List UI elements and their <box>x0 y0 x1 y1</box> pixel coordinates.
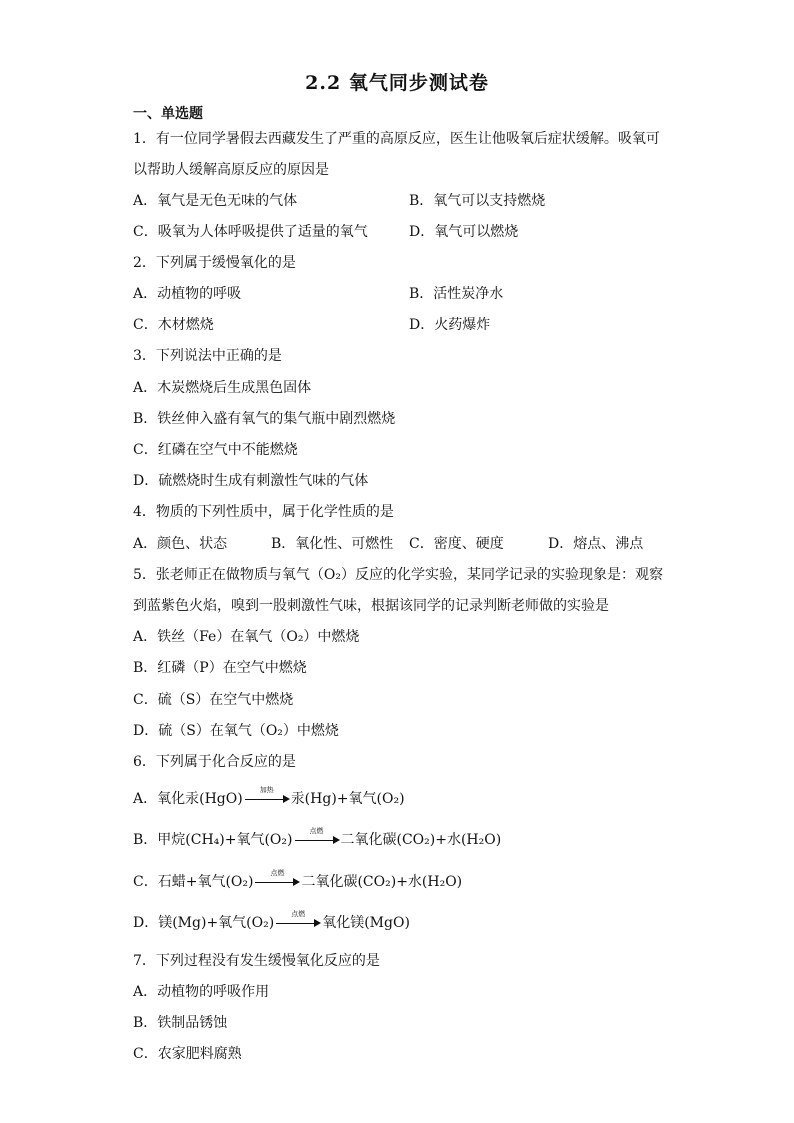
q6-b-condition: 点燃 <box>309 827 324 835</box>
q1-option-b: B．氧气可以支持燃烧 <box>409 193 546 209</box>
q1-option-d: D．氧气可以燃烧 <box>409 224 519 240</box>
q3-stem: 3．下列说法中正确的是 <box>133 348 282 364</box>
q3-option-c: C．红磷在空气中不能燃烧 <box>133 442 298 458</box>
q2-option-d: D．火药爆炸 <box>409 317 491 333</box>
reaction-arrow-icon <box>244 786 290 806</box>
q6-b-reactants: B．甲烷(CH₄)+氧气(O₂) <box>133 832 293 848</box>
q6-b-products: 二氧化碳(CO₂)+水(H₂O) <box>340 832 502 848</box>
reaction-arrow-icon <box>294 827 340 847</box>
q4-option-d: D．熔点、沸点 <box>548 536 644 552</box>
q1-option-a: A．氧气是无色无味的气体 <box>133 193 298 209</box>
q5-option-d: D．硫（S）在氧气（O₂）中燃烧 <box>133 723 339 739</box>
q6-c-products: 二氧化碳(CO₂)+水(H₂O) <box>301 874 463 890</box>
q4-option-c: C．密度、硬度 <box>409 536 504 552</box>
q7-option-c: C．农家肥料腐熟 <box>133 1046 242 1062</box>
q6-option-d <box>133 910 410 933</box>
q5-stem-line1: 5．张老师正在做物质与氧气（O₂）反应的化学实验，某同学记录的实验现象是：观察 <box>133 567 663 583</box>
q6-c-reactants: C．石蜡+氧气(O₂) <box>133 874 254 890</box>
q4-option-a: A．颜色、状态 <box>133 536 228 552</box>
q6-option-b <box>133 827 502 850</box>
page-title: 2.2 氧气同步测试卷 <box>305 72 489 94</box>
q7-option-b: B．铁制品锈蚀 <box>133 1015 228 1031</box>
q2-option-b: B．活性炭净水 <box>409 286 504 302</box>
q3-option-b: B．铁丝伸入盛有氧气的集气瓶中剧烈燃烧 <box>133 411 396 427</box>
q7-stem: 7．下列过程没有发生缓慢氧化反应的是 <box>133 953 380 969</box>
q4-stem: 4．物质的下列性质中，属于化学性质的是 <box>133 504 394 520</box>
q6-a-condition: 加热 <box>259 786 274 794</box>
q6-option-a <box>133 786 405 809</box>
q2-option-a: A．动植物的呼吸 <box>133 286 242 302</box>
q5-option-b: B．红磷（P）在空气中燃烧 <box>133 660 307 676</box>
q5-stem-line2: 到蓝紫色火焰，嗅到一股刺激性气味，根据该同学的记录判断老师做的实验是 <box>133 598 609 614</box>
q6-d-condition: 点燃 <box>291 910 306 918</box>
q6-d-reactants: D．镁(Mg)+氧气(O₂) <box>133 915 275 931</box>
q6-a-products: 汞(Hg)+氧气(O₂) <box>290 791 405 807</box>
q3-option-a: A．木炭燃烧后生成黑色固体 <box>133 380 312 396</box>
q6-d-products: 氧化镁(MgO) <box>322 915 410 931</box>
q6-a-reactants: A．氧化汞(HgO) <box>133 791 243 807</box>
section-heading: 一、单选题 <box>133 106 203 122</box>
q7-option-a: A．动植物的呼吸作用 <box>133 984 270 1000</box>
q2-stem: 2．下列属于缓慢氧化的是 <box>133 255 296 271</box>
q2-option-c: C．木材燃烧 <box>133 317 214 333</box>
q6-c-condition: 点燃 <box>270 869 285 877</box>
q5-option-c: C．硫（S）在空气中燃烧 <box>133 692 294 708</box>
q6-stem: 6．下列属于化合反应的是 <box>133 754 296 770</box>
q6-option-c <box>133 869 463 892</box>
reaction-arrow-icon <box>254 869 300 889</box>
q3-option-d: D．硫燃烧时生成有刺激性气味的气体 <box>133 473 369 489</box>
reaction-arrow-icon <box>275 910 321 930</box>
q1-stem-line2: 以帮助人缓解高原反应的原因是 <box>133 162 329 178</box>
q1-option-c: C．吸氧为人体呼吸提供了适量的氧气 <box>133 224 368 240</box>
q4-option-b: B．氧化性、可燃性 <box>271 536 394 552</box>
q1-stem-line1: 1．有一位同学暑假去西藏发生了严重的高原反应，医生让他吸氧后症状缓解。吸氧可 <box>133 131 660 147</box>
q5-option-a: A．铁丝（Fe）在氧气（O₂）中燃烧 <box>133 629 360 645</box>
